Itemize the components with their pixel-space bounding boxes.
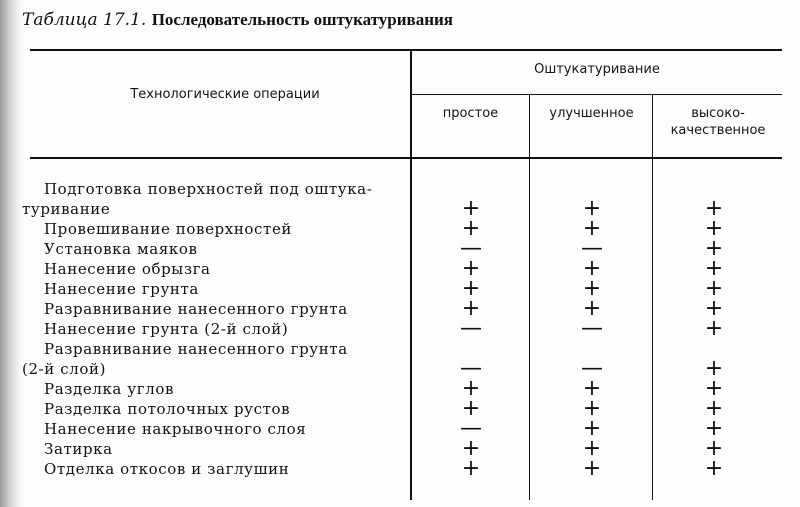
mark: +: [704, 436, 724, 461]
header-improved: улучшенное: [549, 106, 634, 121]
operation-line: Нанесение грунта: [44, 280, 199, 298]
mark: +: [582, 216, 602, 241]
marks-improved: [562, 179, 622, 479]
operation-line: Разделка углов: [44, 380, 175, 398]
mark: +: [704, 456, 724, 481]
mark: +: [704, 316, 724, 341]
mark: +: [704, 396, 724, 421]
mark: +: [461, 296, 481, 321]
operation-line: Затирка: [44, 440, 113, 458]
mark: —: [581, 316, 603, 341]
operation-line: Установка маяков: [44, 240, 198, 258]
book-binding-shadow: [0, 0, 22, 507]
mark: +: [582, 296, 602, 321]
mark: +: [461, 216, 481, 241]
mark: —: [460, 416, 482, 441]
header-simple: простое: [442, 106, 499, 121]
operation-line: Отделка откосов и заглушин: [44, 460, 290, 478]
mark: —: [460, 316, 482, 341]
table-caption: [22, 9, 453, 35]
mark: +: [461, 376, 481, 401]
header-high-quality-line1: высоко-: [691, 106, 745, 121]
header-plastering-group: Оштукатуривание: [534, 62, 660, 77]
mark: +: [704, 236, 724, 261]
mark: +: [461, 256, 481, 281]
mark: +: [461, 436, 481, 461]
top-rule: [30, 49, 782, 51]
column-divider-2: [652, 94, 653, 500]
table-title: Последовательность оштукатуривания: [151, 10, 454, 29]
operations-list: [22, 179, 414, 479]
mark: +: [704, 376, 724, 401]
mark: —: [581, 356, 603, 381]
mark: +: [704, 416, 724, 441]
operation-line: Нанесение грунта (2-й слой): [44, 320, 289, 338]
mark: +: [461, 456, 481, 481]
mark: +: [582, 256, 602, 281]
mark: +: [582, 416, 602, 441]
mark: +: [461, 396, 481, 421]
table-number: Таблица 17.1.: [22, 10, 147, 30]
mark: +: [704, 196, 724, 221]
header-high-quality-line2: качественное: [670, 123, 766, 138]
group-header-rule: [410, 94, 782, 95]
operation-line: Разравнивание нанесенного грунта: [44, 300, 348, 318]
mark: —: [581, 236, 603, 261]
operation-line: Нанесение обрызга: [44, 260, 211, 278]
operation-line: Разравнивание нанесенного грунта: [44, 340, 348, 358]
mark: +: [582, 436, 602, 461]
header-operations: Технологические операции: [130, 87, 320, 102]
mark: +: [461, 196, 481, 221]
mark: —: [460, 236, 482, 261]
mark: +: [704, 256, 724, 281]
marks-high-quality: [684, 179, 744, 479]
mark: +: [704, 356, 724, 381]
mark: +: [461, 276, 481, 301]
mark: +: [582, 456, 602, 481]
mark: +: [582, 196, 602, 221]
operation-line: Разделка потолочных рустов: [44, 400, 291, 418]
mark: +: [582, 276, 602, 301]
mark: +: [582, 396, 602, 421]
header-bottom-rule: [30, 157, 782, 159]
mark: +: [704, 216, 724, 241]
mark: +: [704, 296, 724, 321]
operation-line: (2-й слой): [22, 360, 107, 378]
operation-line: Нанесение накрывочного слоя: [44, 420, 307, 438]
operation-line: туривание: [22, 200, 111, 218]
mark: —: [460, 356, 482, 381]
column-divider-1: [529, 94, 530, 500]
mark: +: [582, 376, 602, 401]
marks-simple: [441, 179, 501, 479]
operation-line: Провешивание поверхностей: [44, 220, 293, 238]
mark: +: [704, 276, 724, 301]
operation-line: Подготовка поверхностей под оштука-: [44, 180, 373, 198]
